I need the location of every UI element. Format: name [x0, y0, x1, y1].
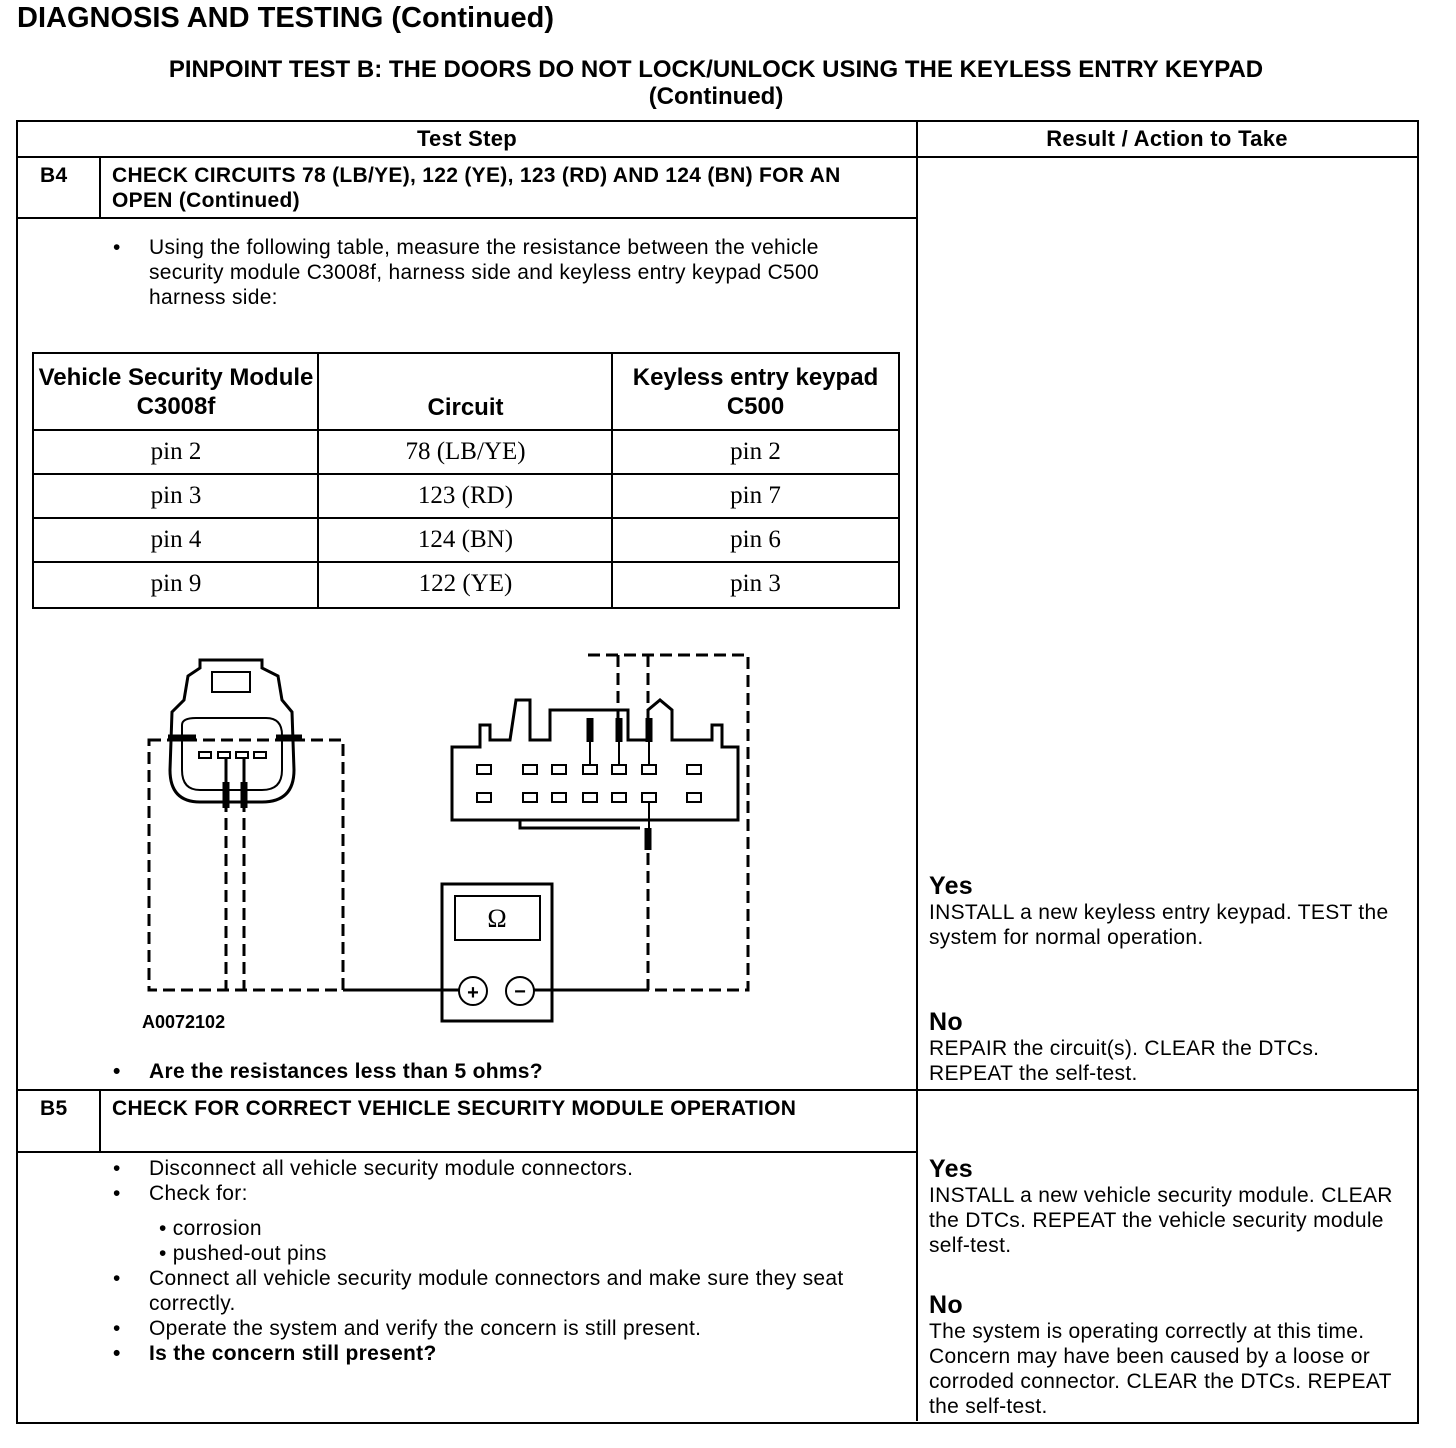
- b4-question: [113, 1059, 873, 1084]
- sub-item: • corrosion: [159, 1217, 262, 1240]
- ohm-symbol: Ω: [487, 904, 507, 933]
- no-action: The system is operating correctly at this time. Concern may have been caused by a loose or corroded connector. CLEAR the DTCs. REPEAT the self-test.: [929, 1320, 1392, 1418]
- step-title-b4: CHECK CIRCUITS 78 (LB/YE), 122 (YE), 123 (RD) AND 124 (BN) FOR AN OPEN (Continued): [112, 164, 841, 212]
- page-title: DIAGNOSIS AND TESTING (Continued): [17, 2, 555, 34]
- b5-no-result: [929, 1291, 1414, 1419]
- pin-table-cell: pin 2: [730, 438, 781, 465]
- row-divider: [17, 1089, 1417, 1091]
- pin-table-cell: 122 (YE): [418, 570, 513, 597]
- step-header-divider: [17, 1151, 917, 1153]
- no-label: No: [929, 1291, 963, 1319]
- pin-table-header: Circuit: [427, 393, 504, 421]
- pin-table-cell: 123 (RD): [417, 482, 514, 509]
- pin-table-cell: pin 6: [730, 526, 781, 553]
- instruction-item: • Check for:: [113, 1181, 893, 1206]
- instruction-item: • Operate the system and verify the concern is still present.: [113, 1316, 893, 1341]
- pin-table-header: Vehicle Security Module C3008f: [38, 364, 314, 420]
- yes-label: Yes: [929, 872, 974, 900]
- pin-table-cell: pin 3: [730, 570, 781, 597]
- sub-item: • pushed-out pins: [159, 1242, 327, 1265]
- vehicle-security-module-connector: [170, 660, 294, 802]
- pin-table-cell: 78 (LB/YE): [405, 438, 526, 465]
- subtitle-line2: (Continued): [648, 83, 784, 110]
- figure-id: A0072102: [142, 1012, 226, 1032]
- pin-table-cell: pin 7: [730, 482, 781, 509]
- pin-table-cell: pin 2: [150, 438, 202, 465]
- instruction-item: • Connect all vehicle security module connectors and make sure they seat correctly.: [113, 1266, 893, 1316]
- instruction-item: • Using the following table, measure the resistance between the vehicle security module C3008f, harness side and keyless entry keypad C500 harness side:: [113, 235, 873, 310]
- column-header-test-step: Test Step: [416, 126, 518, 151]
- pin-table-cell: pin 4: [150, 526, 202, 553]
- b5-instructions: [113, 1156, 893, 1366]
- pin-table-cell: pin 9: [150, 570, 202, 597]
- step-title-b5: CHECK FOR CORRECT VEHICLE SECURITY MODULE OPERATION: [112, 1097, 797, 1120]
- b4-yes-result: [929, 872, 1399, 950]
- step-id-b4: B4: [40, 164, 68, 187]
- step-id-divider: [99, 1090, 101, 1152]
- question-item: • Is the concern still present?: [113, 1341, 893, 1366]
- column-header-result: Result / Action to Take: [1046, 126, 1288, 151]
- no-label: No: [929, 1008, 963, 1036]
- subtitle-line1: PINPOINT TEST B: THE DOORS DO NOT LOCK/UNLOCK USING THE KEYLESS ENTRY KEYPAD: [168, 56, 1264, 83]
- pin-table-header: Keyless entry keypad C500: [632, 364, 879, 420]
- minus-sign: −: [514, 981, 526, 1003]
- pin-table-cell: 124 (BN): [417, 526, 514, 553]
- step-id-b5: B5: [40, 1097, 68, 1120]
- question-item: • Are the resistances less than 5 ohms?: [113, 1059, 873, 1084]
- b5-yes-result: [929, 1155, 1399, 1258]
- plus-sign: +: [467, 982, 479, 1004]
- no-action: REPAIR the circuit(s). CLEAR the DTCs. REPEAT the self-test.: [929, 1037, 1320, 1085]
- yes-action: INSTALL a new keyless entry keypad. TEST the system for normal operation.: [929, 901, 1389, 949]
- yes-action: INSTALL a new vehicle security module. CLEAR the DTCs. REPEAT the vehicle security module self-test.: [929, 1184, 1393, 1257]
- yes-label: Yes: [929, 1155, 974, 1183]
- instruction-item: • Disconnect all vehicle security module connectors.: [113, 1156, 893, 1181]
- pin-table-cell: pin 3: [150, 482, 202, 509]
- b4-no-result: [929, 1008, 1409, 1086]
